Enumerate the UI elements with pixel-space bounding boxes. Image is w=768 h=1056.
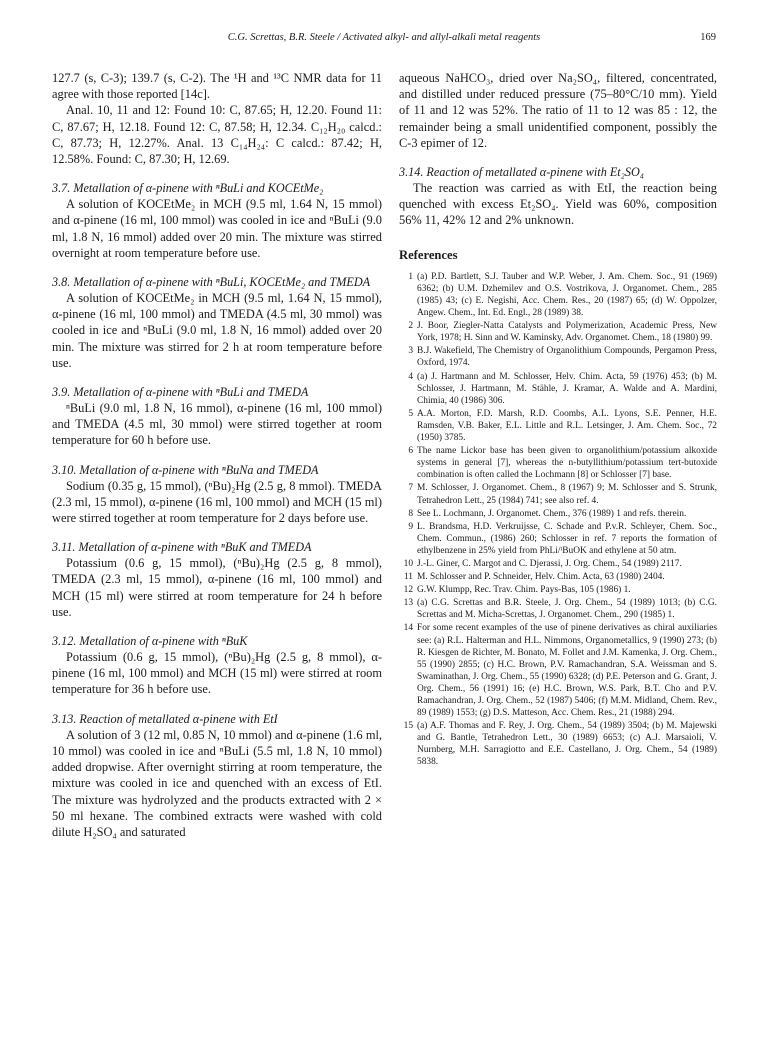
section-body: Sodium (0.35 g, 15 mmol), (ⁿBu)₂Hg (2.5 g, 8 mmol). TMEDA (2.3 ml, 15 mmol), α-pinene (16 ml, 100 mmol) and MCH (15 ml) were stirred together at room temperature for 2 days before use. bbox=[52, 478, 382, 526]
reference-item bbox=[399, 597, 717, 621]
reference-number: 4 bbox=[408, 371, 413, 382]
section-body: A solution of KOCEtMe₂ in MCH (9.5 ml, 1.64 N, 15 mmol) and α-pinene (16 ml, 100 mmol) was cooled in ice and ⁿBuLi (9.0 ml, 1.8 N, 16 mmol) added over 20 min. The mixture was stirred overnight at room temperature before use. bbox=[52, 197, 382, 260]
reference-number: 7 bbox=[408, 483, 413, 494]
reference-item bbox=[399, 482, 717, 506]
reference-number: 9 bbox=[408, 521, 413, 532]
section-body: Potassium (0.6 g, 15 mmol), (ⁿBu)₂Hg (2.5 g, 8 mmol), TMEDA (2.3 ml, 15 mmol), α-pinene (16 ml, 100 mmol) and MCH (15 ml) were stirred at room temperature for 24 h before use. bbox=[52, 556, 382, 619]
reference-item bbox=[399, 345, 717, 369]
reference-text: (a) C.G. Screttas and B.R. Steele, J. Org. Chem., 54 (1989) 1013; (b) C.G. Screttas and M. Micha-Screttas, J. Organomet. Chem., 290 (1985) 1. bbox=[417, 598, 717, 621]
reference-number: 12 bbox=[403, 585, 413, 596]
reference-item bbox=[399, 558, 717, 570]
reference-text: G.W. Klumpp, Rec. Trav. Chim. Pays-Bas, 105 (1986) 1. bbox=[417, 585, 631, 596]
running-header bbox=[52, 32, 716, 48]
reference-text: (a) J. Hartmann and M. Schlosser, Helv. Chim. Acta, 59 (1976) 453; (b) M. Schlosser, J. Hartmann, M. Stähle, J. Kramar, A. Walde and A. Mardini, Chimia, 40 (1986) 306. bbox=[417, 371, 717, 406]
nmr-paragraph: 127.7 (s, C-3); 139.7 (s, C-2). The ¹H and ¹³C NMR data for 11 agree with those reported [14c]. bbox=[52, 71, 382, 102]
section-heading: 3.14. Reaction of metallated α-pinene with Et₂SO₄ bbox=[399, 165, 645, 180]
section-heading: 3.8. Metallation of α-pinene with ⁿBuLi, KOCEtMe₂ and TMEDA bbox=[52, 275, 371, 290]
reference-number: 1 bbox=[408, 271, 413, 282]
reference-number: 11 bbox=[403, 572, 413, 583]
section-body: Potassium (0.6 g, 15 mmol), (ⁿBu)₂Hg (2.5 g, 8 mmol), α-pinene (16 ml, 100 mmol) and MCH (15 ml) were stirred at room temperature for 36 h before use. bbox=[52, 650, 382, 697]
reference-text: The name Lickor base has been given to organolithium/potassium alkoxide systems in general [7], whereas the n-butyllithium/potassium tert-butoxide combination is often called the Lochmann [8] or Schlosser [7] base. bbox=[417, 446, 717, 481]
reference-item bbox=[399, 584, 717, 596]
section-body: The reaction was carried as with EtI, the reaction being quenched with excess Et₂SO₄. Yield was 60%, composition 56% 11, 42% 12 and 2% unknown. bbox=[399, 181, 717, 228]
reference-text: See L. Lochmann, J. Organomet. Chem., 376 (1989) 1 and refs. therein. bbox=[417, 508, 687, 519]
right-column bbox=[399, 70, 717, 770]
reference-item bbox=[399, 408, 717, 444]
reference-text: J.-L. Giner, C. Margot and C. Djerassi, J. Org. Chem., 54 (1989) 2117. bbox=[417, 558, 682, 569]
reference-text: A.A. Morton, F.D. Marsh, R.D. Coombs, A.L. Lyons, S.E. Penner, H.E. Ramsden, V.B. Baker, E.L. Little and R.L. Letsinger, J. Am. Chem. Soc., 72 (1950) 3785. bbox=[417, 408, 717, 444]
page-number: 169 bbox=[700, 32, 716, 43]
reference-number: 2 bbox=[408, 321, 413, 332]
reference-text: B.J. Wakefield, The Chemistry of Organolithium Compounds, Pergamon Press, Oxford, 1974. bbox=[417, 346, 717, 369]
reference-number: 14 bbox=[403, 623, 413, 634]
reference-text: M. Schlosser, J. Organomet. Chem., 8 (1967) 9; M. Schlosser and S. Strunk, Tetrahedron Lett., 25 (1984) 741; see also ref. 4. bbox=[417, 483, 717, 506]
analysis-paragraph: Anal. 10, 11 and 12: Found 10: C, 87.65; H, 12.20. Found 11: C, 87.67; H, 12.18. Found 12: C, 87.58; H, 12.34. C₁₂H₂₀ calcd.: C, 87.73; H, 12.27%. Anal. 13 C₁₄H₂₄: C calcd.: 87.42; H, 12.58%. Found: C, 87.30; H, 12.69. bbox=[52, 103, 382, 167]
reference-item bbox=[399, 320, 717, 344]
section-body: ⁿBuLi (9.0 ml, 1.8 N, 16 mmol), α-pinene (16 ml, 100 mmol) and TMEDA (4.5 ml, 30 mmol) were stirred together at room temperature for 60 h before use. bbox=[52, 401, 382, 448]
reference-text: J. Boor, Ziegler-Natta Catalysts and Polymerization, Academic Press, New York, 1978; H. Sinn and W. Kaminsky, Adv. Organomet. Chem., 18 (1980) 99. bbox=[417, 321, 717, 344]
section-heading: 3.9. Metallation of α-pinene with ⁿBuLi and TMEDA bbox=[52, 385, 309, 400]
reference-item bbox=[399, 445, 717, 481]
section-heading: 3.7. Metallation of α-pinene with ⁿBuLi and KOCEtMe₂ bbox=[52, 181, 324, 196]
reference-number: 8 bbox=[408, 508, 413, 519]
reference-item bbox=[399, 371, 717, 407]
section-heading: 3.13. Reaction of metallated α-pinene with EtI bbox=[52, 711, 278, 726]
reference-text: (a) A.F. Thomas and F. Rey, J. Org. Chem., 54 (1989) 3504; (b) M. Majewski and G. Bantle, Tetrahedron Lett., 30 (1989) 6653; (c) A.J. Marsaioli, V. Nurnberg, M.H. Sarragiotto and E.E. Castellano, J. Org. Chem., 54 (1989) 5838. bbox=[417, 721, 717, 768]
section-body: A solution of 3 (12 ml, 0.85 N, 10 mmol) and α-pinene (1.6 ml, 10 mmol) was cooled in ice and ⁿBuLi (5.5 ml, 1.8 N, 10 mmol) added dropwise. After overnight stirring at room temperature, the mixture was cooled in ice and quenched with an excess of EtI. The mixture was hydrolyzed and the products extracted with 2 × 50 ml hexane. The combined extracts were washed with cold dilute H₂SO₄ and saturated bbox=[52, 727, 382, 839]
section-body: A solution of KOCEtMe₂ in MCH (9.5 ml, 1.64 N, 15 mmol), α-pinene (16 ml, 100 mmol) and TMEDA (4.5 ml, 30 mmol) was cooled in ice and ⁿBuLi (9.0 ml, 1.8 N, 16 mmol) added over 20 min. The mixture was stirred for 2 h at room temperature before use. bbox=[52, 291, 382, 370]
reference-list bbox=[399, 271, 717, 769]
reference-number: 10 bbox=[403, 558, 413, 569]
reference-number: 3 bbox=[408, 346, 413, 357]
reference-number: 5 bbox=[408, 408, 413, 419]
continuation-paragraph: aqueous NaHCO₃, dried over Na₂SO₄, filtered, concentrated, and distilled under reduced pressure (75–80°C/10 mm). Yield of 11 and 12 was 52%. The ratio of 11 to 12 was 85 : 12, the remainder being a small unidentified component, possibly the C-3 epimer of 12. bbox=[399, 71, 717, 150]
running-title: C.G. Screttas, B.R. Steele / Activated alkyl- and allyl-alkali metal reagents bbox=[227, 32, 541, 43]
reference-text: L. Brandsma, H.D. Verkruijsse, C. Schade and P.v.R. Schleyer, Chem. Soc., Chem. Commun., (1986) 260; Schlosser in ref. 7 reports the formation of ethylbenzene in 25% yield from PhLi/ᵗBuOK and ethylene at 50 atm. bbox=[417, 521, 717, 556]
reference-text: M. Schlosser and P. Schneider, Helv. Chim. Acta, 63 (1980) 2404. bbox=[417, 572, 665, 583]
reference-item bbox=[399, 521, 717, 557]
section-heading: 3.12. Metallation of α-pinene with ⁿBuK bbox=[52, 634, 248, 649]
left-column bbox=[52, 70, 382, 840]
reference-item bbox=[399, 622, 717, 719]
reference-item bbox=[399, 271, 717, 319]
reference-number: 6 bbox=[408, 446, 413, 457]
references-heading: References bbox=[399, 247, 458, 262]
reference-number: 15 bbox=[403, 721, 413, 732]
reference-item bbox=[399, 571, 717, 583]
reference-item bbox=[399, 508, 717, 520]
section-heading: 3.10. Metallation of α-pinene with ⁿBuNa and TMEDA bbox=[52, 462, 319, 477]
reference-number: 13 bbox=[403, 598, 413, 609]
reference-text: (a) P.D. Bartlett, S.J. Tauber and W.P. Weber, J. Am. Chem. Soc., 91 (1969) 6362; (b) U.M. Dzhemilev and O.S. Vostrikova, J. Organomet. Chem., 285 (1985) 43; (c) E. Negishi, Acc. Chem. Res., 20 (1987) 65; (d) W. Oppolzer, Angew. Chem., Int. Ed. Engl., 28 (1989) 38. bbox=[417, 271, 717, 319]
reference-item bbox=[399, 720, 717, 768]
section-heading: 3.11. Metallation of α-pinene with ⁿBuK and TMEDA bbox=[52, 540, 312, 555]
reference-text: For some recent examples of the use of pinene derivatives as chiral auxiliaries see: (a) R.L. Halterman and H.L. Nimmons, Organometallics, 9 (1990) 273; (b) R. Kiesgen de Richter, M. Bonato, M. Follet and J.M. Kamenka, J. Org. Chem., 55 (1990) 2855; (c) H.C. Brown, P.V. Ramachandran, S.A. Weissman and S. Swaminathan, J. Org. Chem., 55 (1990) 6328; (d) P.E. Peterson and G. Grant, J. Org. Chem., 56 (1991) 16; (e) H.C. Brown, W.S. Park, B.T. Cho and P.V. Ramachandran, J. Org. Chem., 52 (1987) 5406; (f) M.M. Midland, Chem. Rev., 89 (1989) 1553; (g) D.S. Matteson, Acc. Chem. Res., 21 (1988) 294. bbox=[417, 623, 717, 719]
